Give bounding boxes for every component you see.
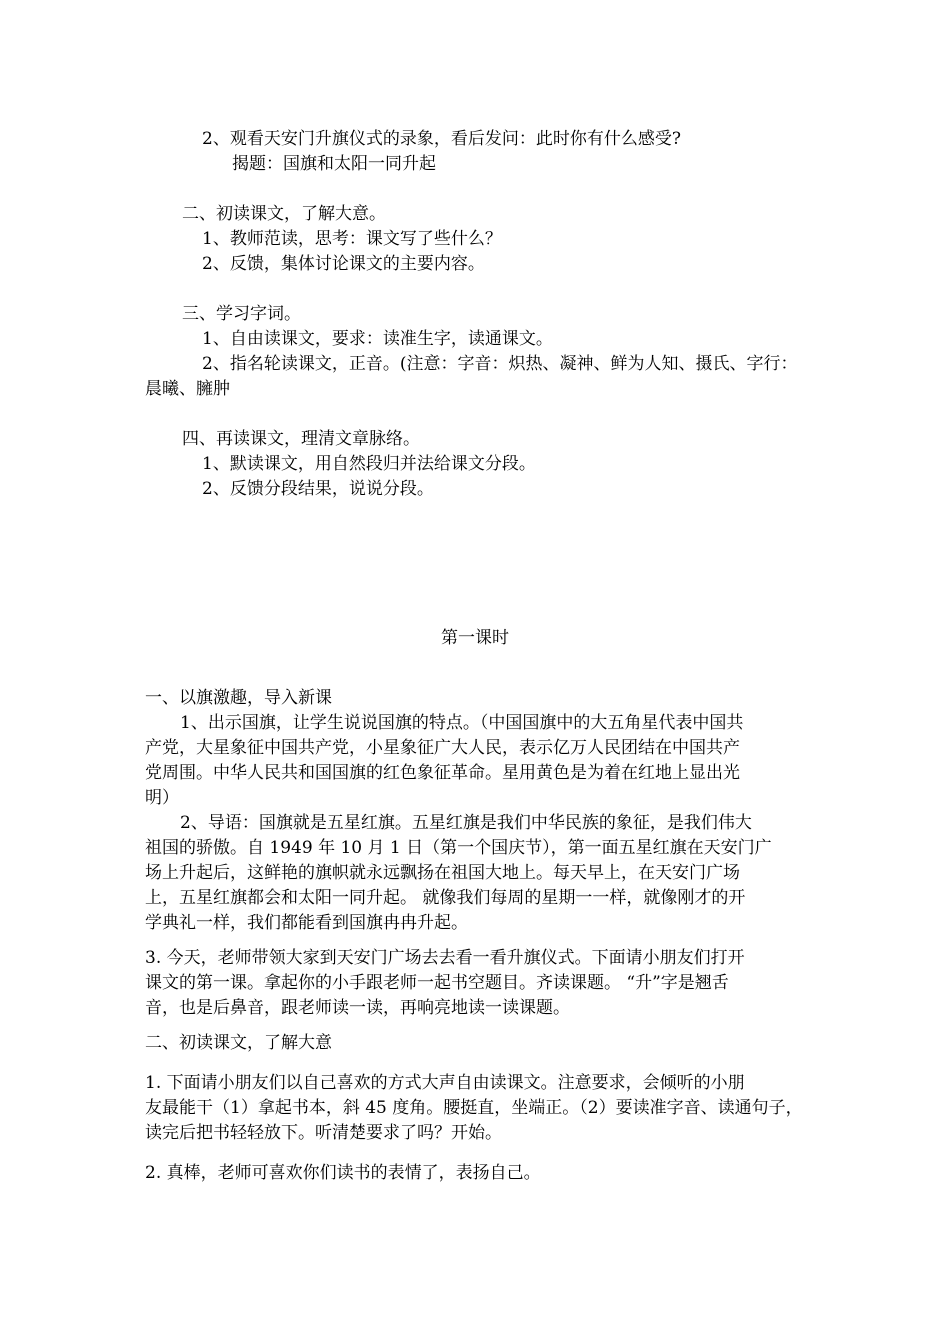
para-1-line-1: 1、出示国旗，让学生说说国旗的特点。（中国国旗中的大五角星代表中国共: [180, 713, 744, 733]
line-5: 2、反馈，集体讨论课文的主要内容。: [202, 254, 485, 274]
para-2-line-4: 上，五星红旗都会和太阳一同升起。 就像我们每周的星期一一样，就像刚才的开: [145, 888, 746, 908]
part-2-heading: 二、初读课文，了解大意: [145, 1033, 332, 1053]
line-4: 1、教师范读，思考：课文写了些什么？: [202, 229, 502, 249]
line-11: 1、默读课文，用自然段归并法给课文分段。: [202, 454, 536, 474]
para-2-line-2: 祖国的骄傲。自 1949 年 10 月 1 日（第一个国庆节），第一面五星红旗在天安门广: [145, 838, 772, 858]
section-heading-4: 四、再读课文，理清文章脉络。: [182, 429, 420, 449]
para-4-line-2: 友最能干（1）拿起书本，斜 45 度角。腰挺直，坐端正。（2）要读准字音、读通句子，: [145, 1098, 803, 1118]
para-1-line-2: 产党，大星象征中国共产党，小星象征广大人民，表示亿万人民团结在中国共产: [145, 738, 740, 758]
para-4-line-3: 读完后把书轻轻放下。听清楚要求了吗？开始。: [145, 1123, 502, 1143]
line-1: 2、观看天安门升旗仪式的录象，看后发问：此时你有什么感受?: [202, 129, 681, 149]
line-12: 2、反馈分段结果，说说分段。: [202, 479, 434, 499]
para-4-line-1: 1. 下面请小朋友们以自己喜欢的方式大声自由读课文。注意要求，会倾听的小朋: [145, 1073, 745, 1093]
para-3-line-2: 课文的第一课。拿起你的小手跟老师一起书空题目。齐读课题。 “升”字是翘舌: [145, 973, 729, 993]
para-5-line-1: 2. 真棒，老师可喜欢你们读书的表情了，表扬自己。: [145, 1163, 541, 1183]
para-2-line-5: 学典礼一样，我们都能看到国旗冉冉升起。: [145, 913, 468, 933]
para-3-line-3: 音，也是后鼻音，跟老师读一读，再响亮地读一读课题。: [145, 998, 570, 1018]
part-1-heading: 一、以旗激趣，导入新课: [145, 688, 332, 708]
para-2-line-1: 2、导语：国旗就是五星红旗。五星红旗是我们中华民族的象征，是我们伟大: [180, 813, 752, 833]
line-9: 晨曦、臃肿: [145, 379, 230, 399]
para-3-line-1: 3. 今天，老师带领大家到天安门广场去去看一看升旗仪式。下面请小朋友们打开: [145, 948, 745, 968]
para-2-line-3: 场上升起后，这鲜艳的旗帜就永远飘扬在祖国大地上。每天早上，在天安门广场: [145, 863, 740, 883]
para-1-line-4: 明）: [145, 788, 179, 808]
line-8: 2、指名轮读课文，正音。(注意：字音：炽热、凝神、鲜为人知、摄氏、字行：: [202, 354, 798, 374]
lesson-title: 第一课时: [441, 628, 509, 648]
para-1-line-3: 党周围。中华人民共和国国旗的红色象征革命。星用黄色是为着在红地上显出光: [145, 763, 740, 783]
line-7: 1、自由读课文，要求：读准生字，读通课文。: [202, 329, 553, 349]
line-2: 揭题：国旗和太阳一同升起: [232, 154, 436, 174]
section-heading-2: 二、初读课文，了解大意。: [182, 204, 386, 224]
section-heading-3: 三、学习字词。: [182, 304, 301, 324]
